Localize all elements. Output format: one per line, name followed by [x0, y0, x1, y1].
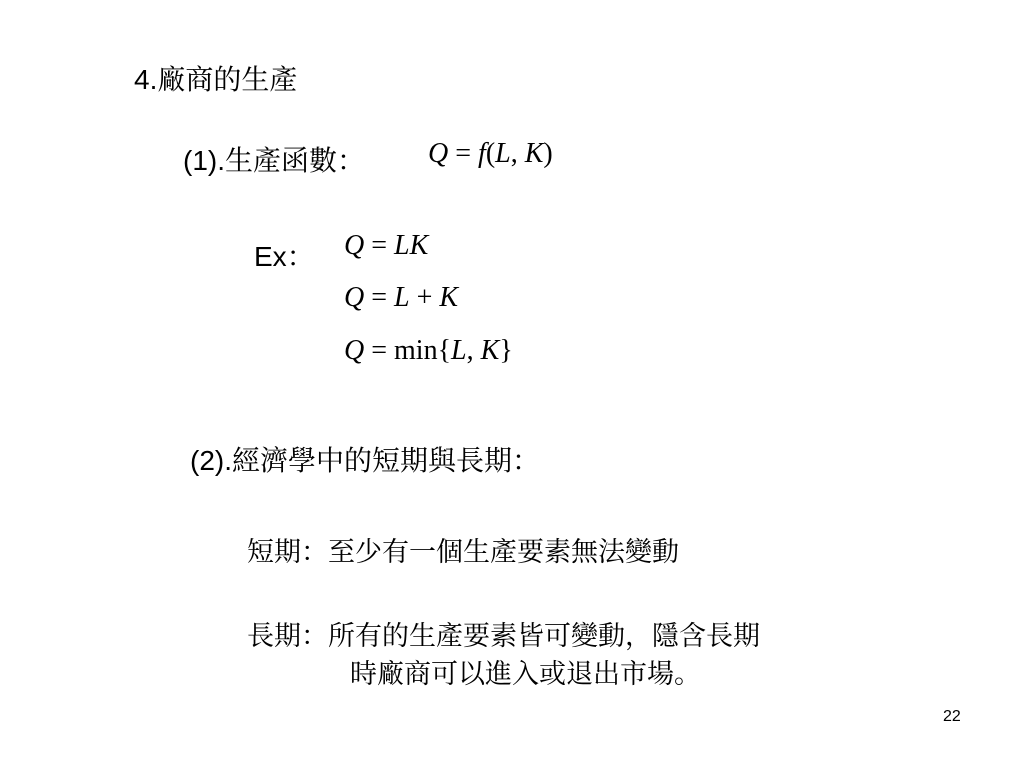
long-run-definition-line2: 時廠商可以進入或退出市場。: [350, 659, 701, 689]
formula-q: Q: [428, 138, 449, 169]
example-formula-product: [344, 230, 428, 262]
production-function-label: (1).生產函數：: [183, 145, 366, 176]
example-2-equals: =: [371, 282, 388, 313]
example-formula-sum: [344, 282, 458, 314]
formula-comma: ,: [510, 138, 518, 169]
example-2-q: Q: [344, 282, 365, 313]
examples-label: Ex：: [254, 241, 315, 272]
example-3-min: min: [394, 335, 438, 366]
long-run-definition-line1: 長期：所有的生產要素皆可變動，隱含長期: [247, 621, 760, 651]
short-long-run-heading: (2).經濟學中的短期與長期：: [190, 445, 541, 476]
example-3-k: K: [480, 335, 500, 366]
example-3-close-brace: }: [499, 335, 513, 366]
example-1-q: Q: [344, 230, 365, 261]
example-1-equals: =: [371, 230, 388, 261]
slide-title: 4.廠商的生產: [134, 64, 298, 95]
formula-f: f: [478, 138, 486, 169]
formula-k: K: [524, 138, 544, 169]
example-2-plus: +: [416, 282, 433, 313]
example-3-comma: ,: [466, 335, 474, 366]
production-function-formula: [428, 138, 553, 170]
example-2-k: K: [439, 282, 459, 313]
example-3-equals: =: [371, 335, 388, 366]
example-1-rhs: LK: [394, 230, 429, 261]
example-3-q: Q: [344, 335, 365, 366]
formula-equals: =: [455, 138, 472, 169]
short-run-definition: 短期：至少有一個生產要素無法變動: [247, 537, 679, 567]
example-3-open-brace: {: [437, 335, 452, 366]
page-number: 22: [943, 708, 961, 725]
example-3-l: L: [451, 335, 467, 366]
formula-close-paren: ): [543, 138, 553, 169]
example-2-l: L: [394, 282, 410, 313]
formula-open-paren: (: [485, 138, 496, 169]
example-formula-min: [344, 335, 513, 367]
formula-l: L: [495, 138, 511, 169]
